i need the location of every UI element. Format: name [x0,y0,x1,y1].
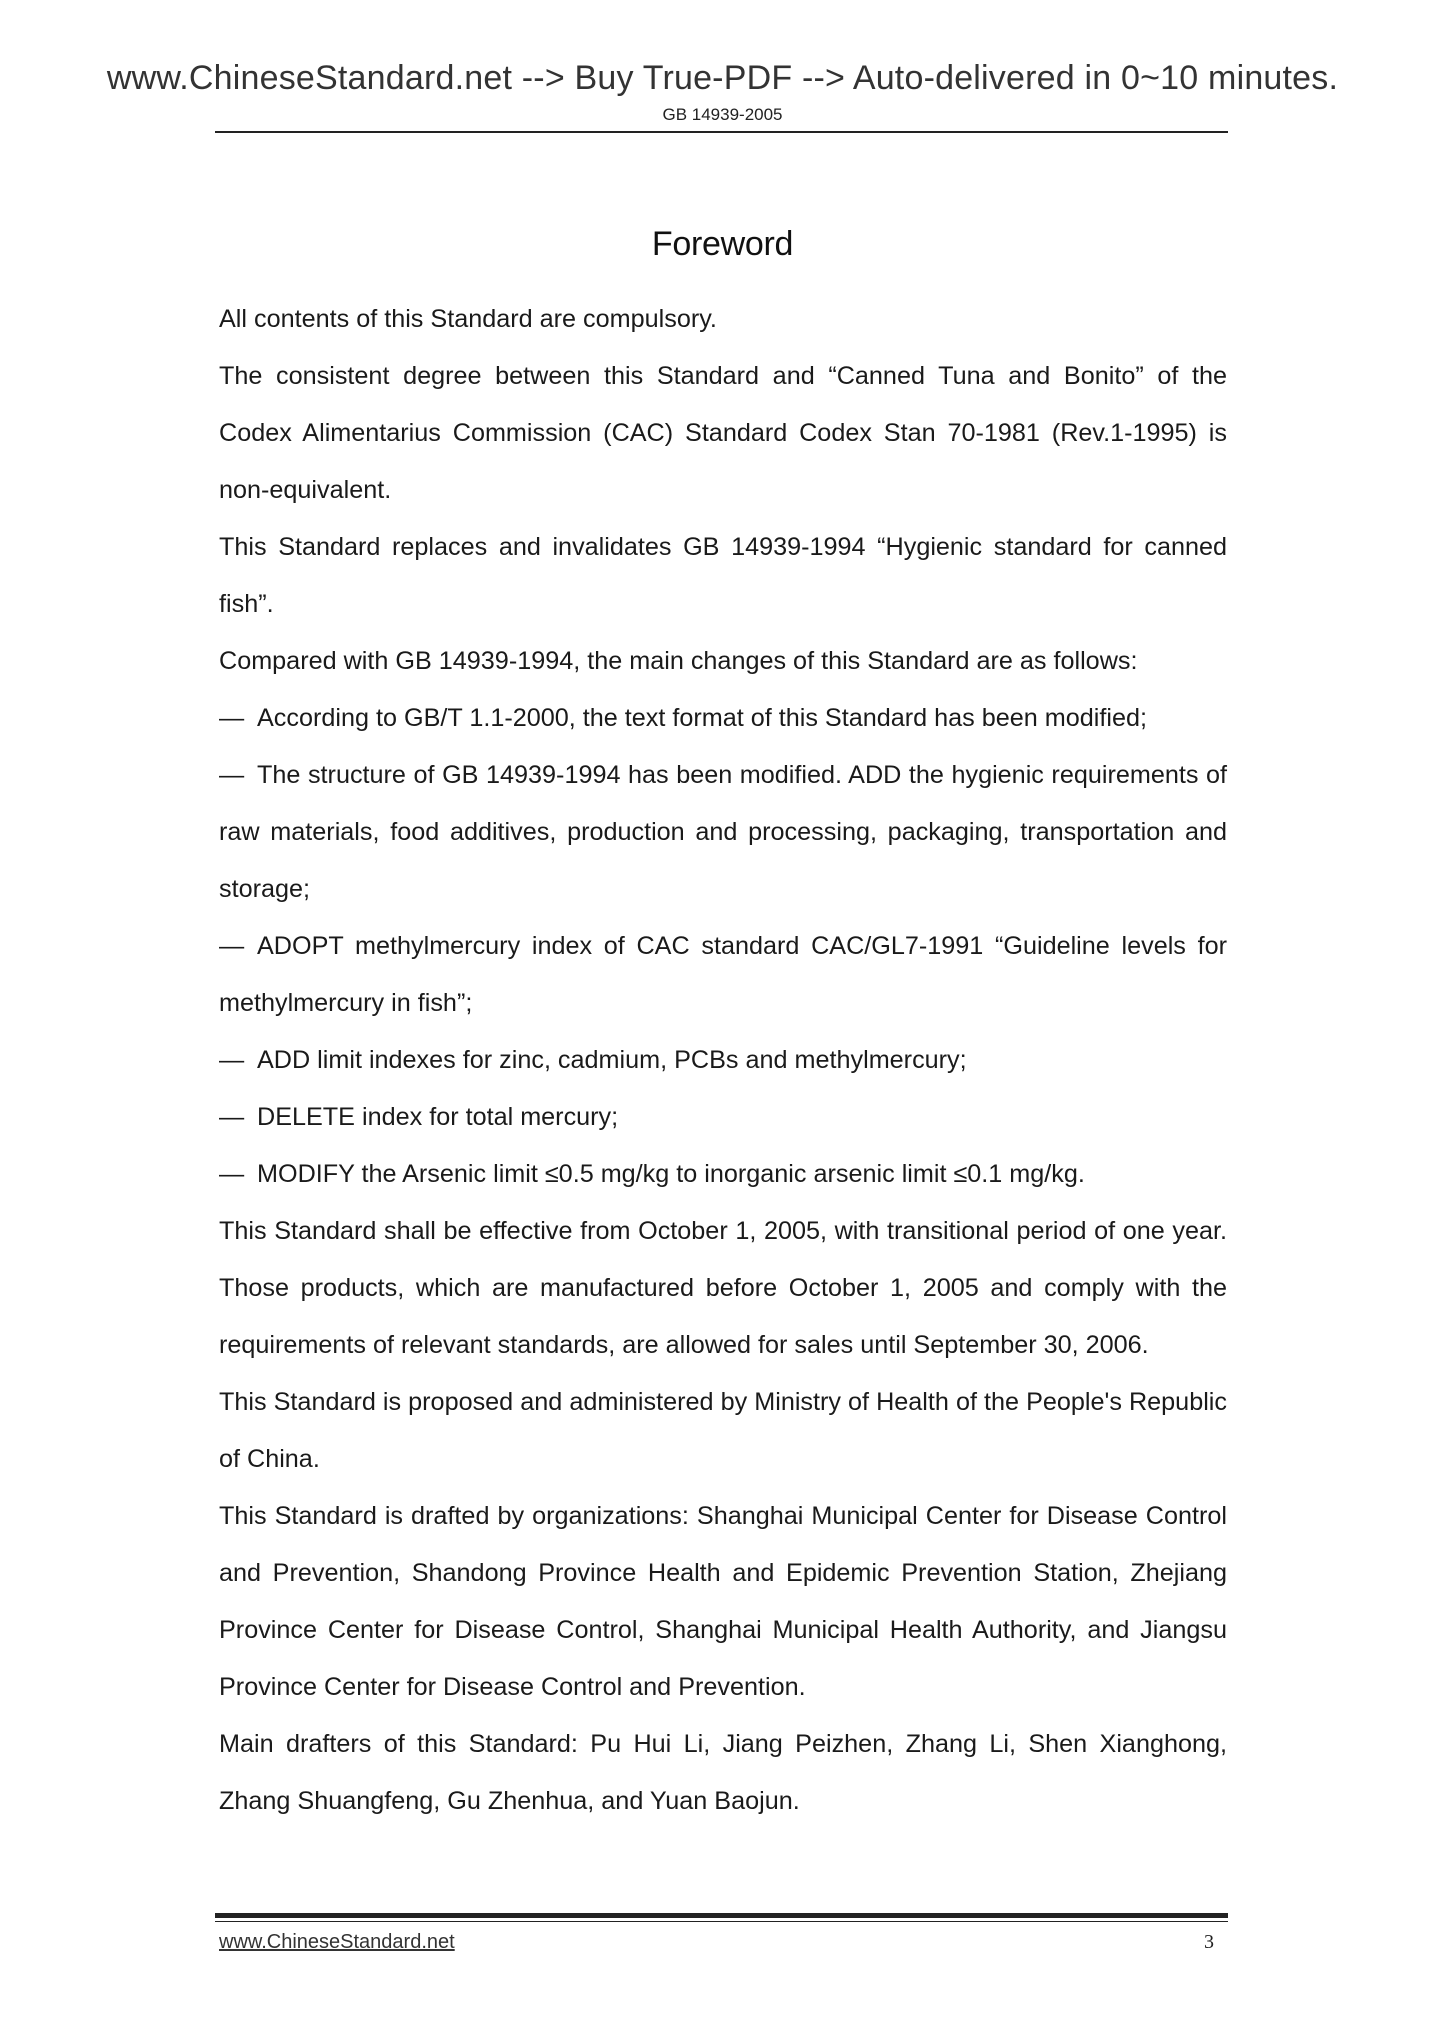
list-item [219,747,1227,918]
change-text: MODIFY the Arsenic limit ≤0.5 mg/kg to inorganic arsenic limit ≤0.1 mg/kg. [257,1160,1085,1188]
paragraph-drafted: This Standard is drafted by organizations: Shanghai Municipal Center for Disease Control and Prevention, Shandong Province Health and Epidemic Prevention Station, Zhejiang Province Center for Disease Control, Shanghai Municipal Health Authority, and Jiangsu Province Center for Disease Control and Prevention. [219,1502,1227,1701]
foreword-body [219,291,1227,1830]
change-text: ADOPT methylmercury index of CAC standard CAC/GL7-1991 “Guideline levels for methylmercury in fish”; [219,932,1227,1017]
list-item [219,1089,1227,1146]
dash-marker: — [219,1103,245,1131]
list-item [219,690,1227,747]
footer-divider-thin [215,1921,1228,1922]
list-item [219,1032,1227,1089]
list-item [219,1146,1227,1203]
paragraph-proposed: This Standard is proposed and administered by Ministry of Health of the People's Republic of China. [219,1388,1227,1473]
standard-code: GB 14939-2005 [662,105,783,124]
change-text: According to GB/T 1.1-2000, the text format of this Standard has been modified; [257,704,1147,732]
dash-marker: — [219,704,245,732]
header-divider [215,131,1228,133]
footer-divider-thick [215,1913,1228,1918]
dash-marker: — [219,761,245,789]
paragraph-consistency: The consistent degree between this Standard and “Canned Tuna and Bonito” of the Codex Alimentarius Commission (CAC) Standard Codex Stan 70-1981 (Rev.1-1995) is non-equivalent. [219,362,1227,504]
list-item [219,918,1227,1032]
paragraph-changes-intro: Compared with GB 14939-1994, the main changes of this Standard are as follows: [219,647,1138,675]
change-text: DELETE index for total mercury; [257,1103,619,1131]
change-text: ADD limit indexes for zinc, cadmium, PCBs and methylmercury; [257,1046,967,1074]
footer-website-link[interactable]: www.ChineseStandard.net [219,1931,455,1953]
paragraph-effective: This Standard shall be effective from October 1, 2005, with transitional period of one year. Those products, which are manufactured before October 1, 2005 and comply with the requirements of relevant standards, are allowed for sales until September 30, 2006. [219,1217,1227,1359]
paragraph-drafters: Main drafters of this Standard: Pu Hui Li, Jiang Peizhen, Zhang Li, Shen Xianghong, Zhang Shuangfeng, Gu Zhenhua, and Yuan Baojun. [219,1730,1227,1815]
dash-marker: — [219,1160,245,1188]
dash-marker: — [219,1046,245,1074]
page-title: Foreword [651,225,794,263]
dash-marker: — [219,932,245,960]
top-banner[interactable]: www.ChineseStandard.net --> Buy True-PDF --> Auto-delivered in 0~10 minutes. [106,59,1339,97]
paragraph-replaces: This Standard replaces and invalidates GB 14939-1994 “Hygienic standard for canned fish”. [219,533,1227,618]
page-number: 3 [1204,1931,1214,1953]
change-text: The structure of GB 14939-1994 has been modified. ADD the hygienic requirements of raw materials, food additives, production and processing, packaging, transportation and storage; [219,761,1227,903]
paragraph-compulsory: All contents of this Standard are compulsory. [219,305,717,333]
